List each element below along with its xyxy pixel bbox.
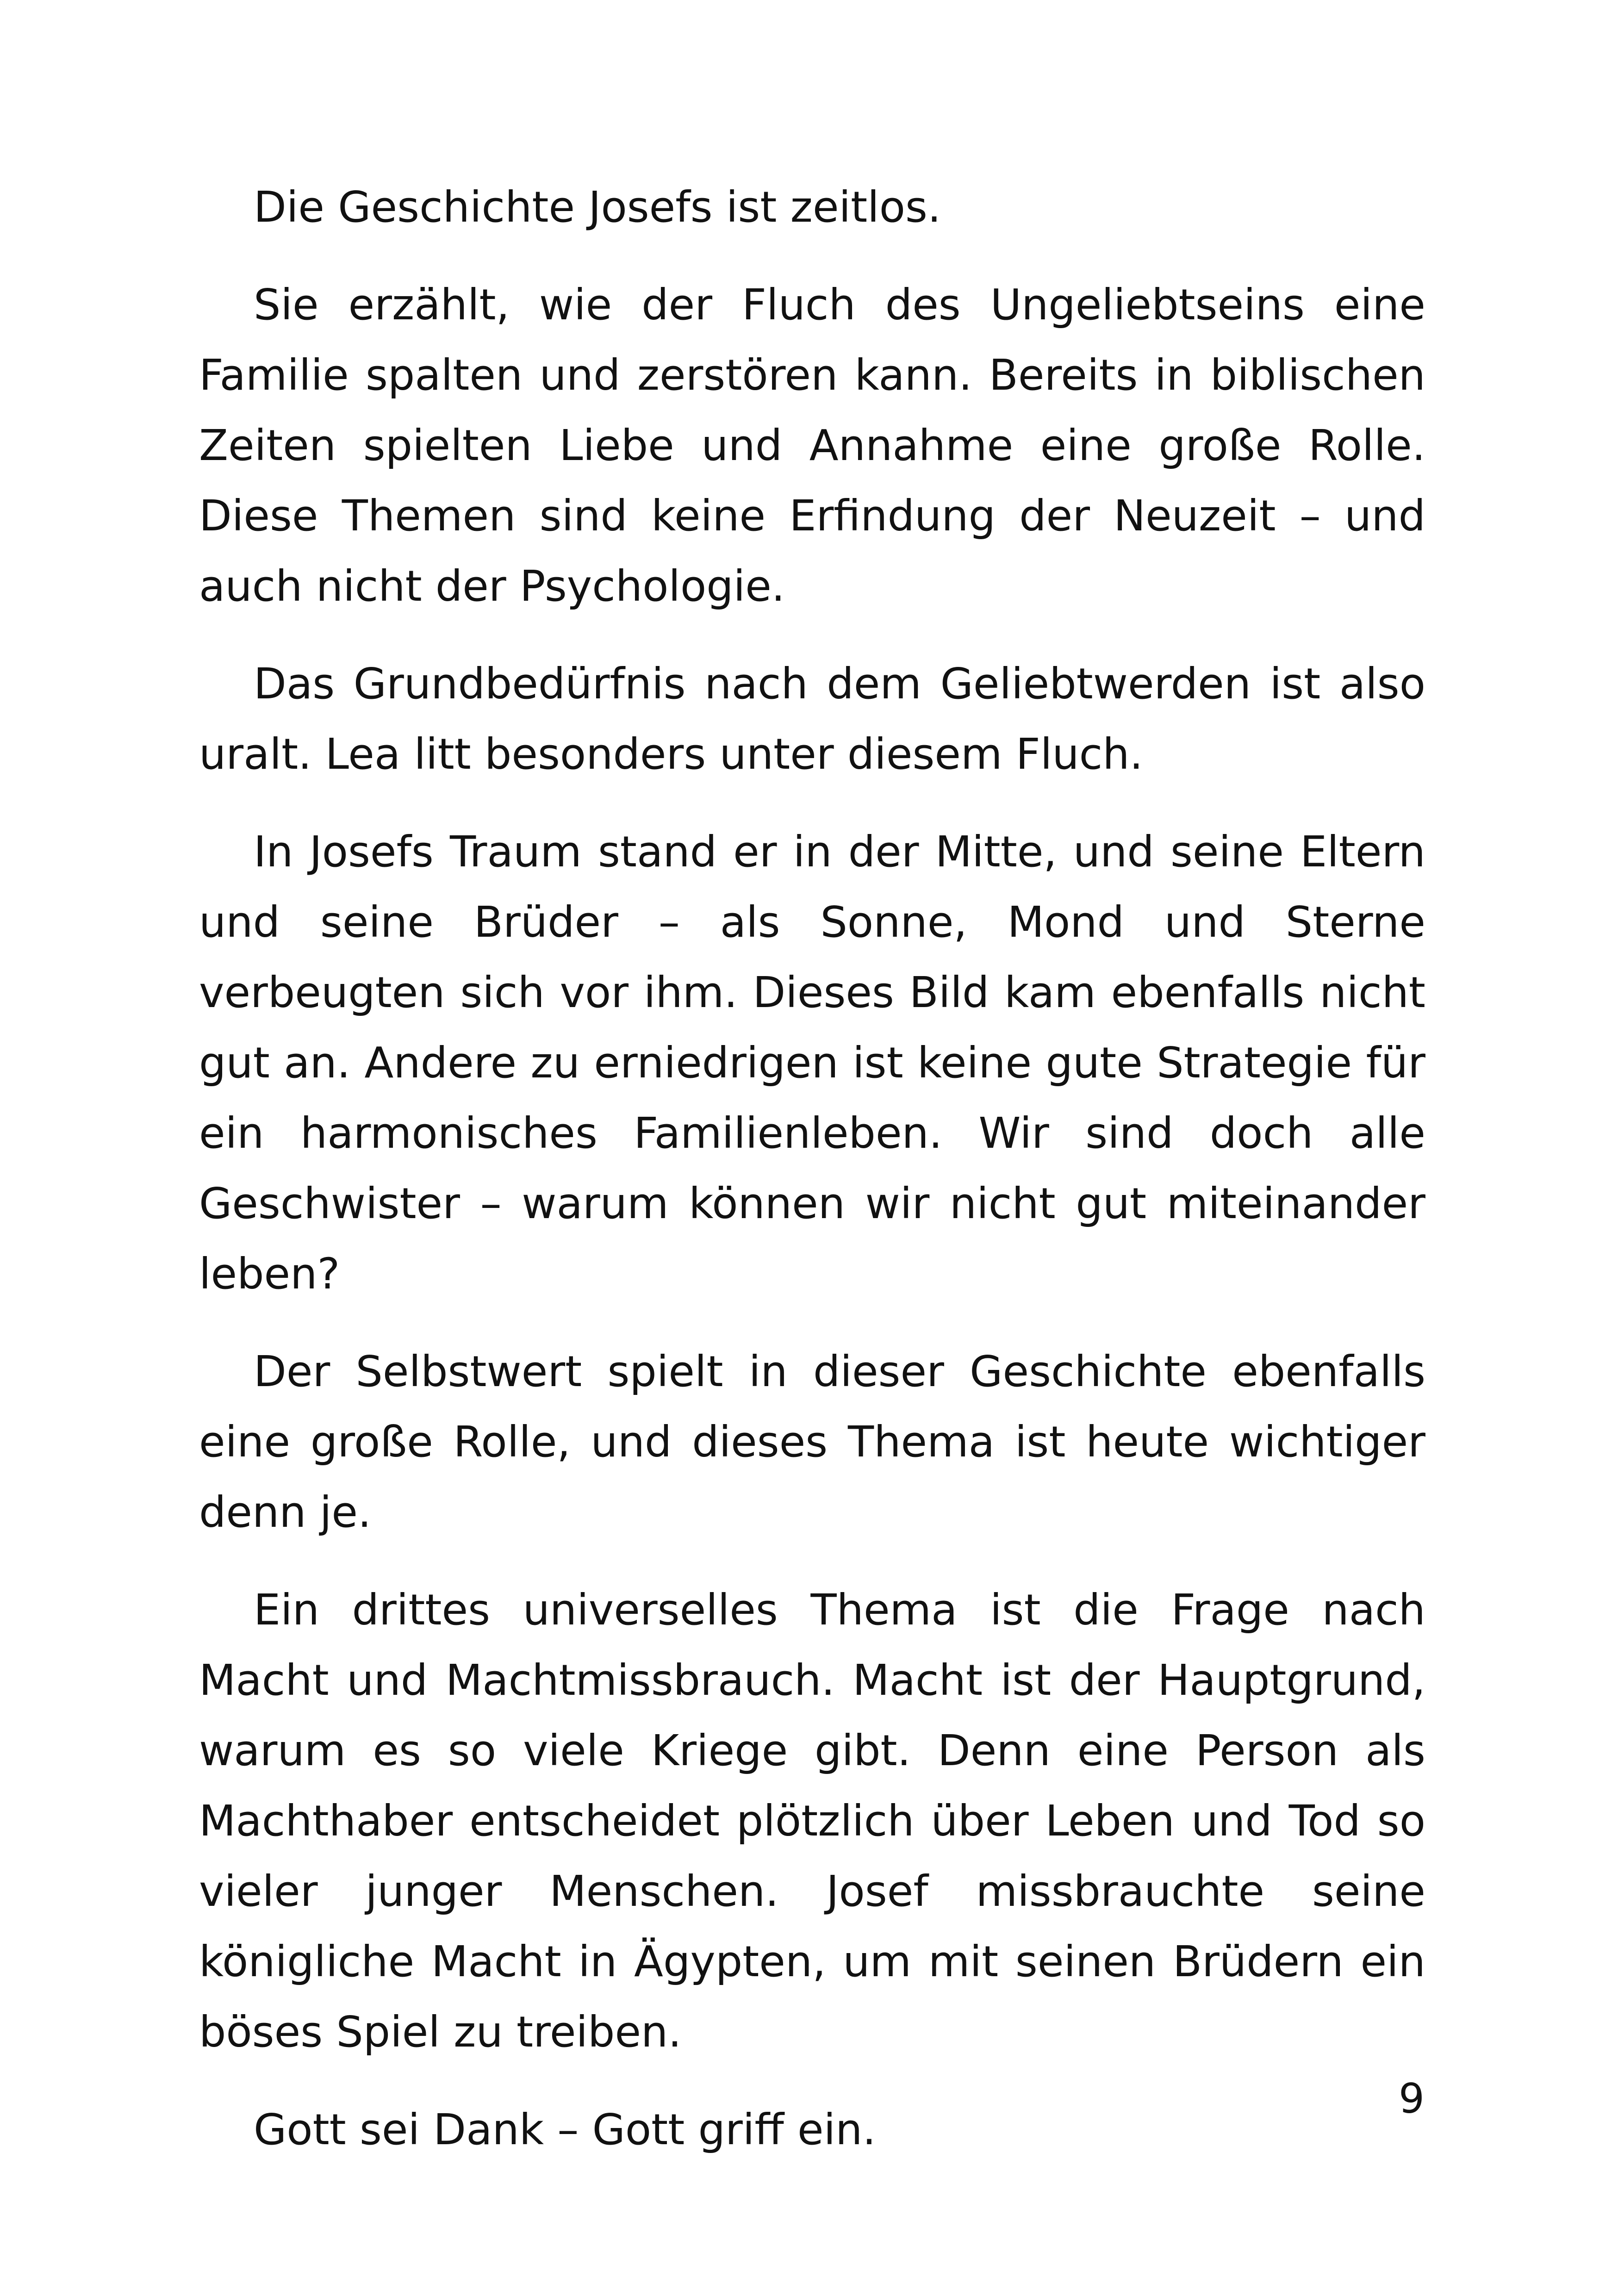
paragraph: Sie erzählt, wie der Fluch des Ungeliebtseins eine Familie spalten und zerstören kann. Bereits in biblischen Zeiten spielten Liebe und Annahme eine große Rolle. Diese Themen sind keine Erfindung der Neuzeit – und auch nicht der Psychologie. xyxy=(199,280,1425,611)
paragraph: Das Grundbedürfnis nach dem Geliebtwerden ist also uralt. Lea litt besonders unter diesem Fluch. xyxy=(199,659,1425,779)
paragraph: Gott sei Dank – Gott griff ein. xyxy=(254,2105,876,2154)
paragraph: Die Geschichte Josefs ist zeitlos. xyxy=(254,182,941,232)
paragraph: Ein drittes universelles Thema ist die Frage nach Macht und Machtmissbrauch. Macht ist der Hauptgrund, warum es so viele Kriege gibt. Denn eine Person als Machthaber entscheidet plötzlich über Leben und Tod so vieler junger Menschen. Josef missbrauchte seine königliche Macht in Ägypten, um mit seinen Brüdern ein böses Spiel zu treiben. xyxy=(199,1585,1425,2057)
body-text xyxy=(199,172,1425,2165)
paragraph: Der Selbstwert spielt in dieser Geschichte ebenfalls eine große Rolle, und dieses Thema ist heute wichtiger denn je. xyxy=(199,1347,1425,1537)
page-number: 9 xyxy=(1399,2075,1425,2122)
paragraph: In Josefs Traum stand er in der Mitte, und seine Eltern und seine Brüder – als Sonne, Mond und Sterne verbeugten sich vor ihm. Dieses Bild kam ebenfalls nicht gut an. Andere zu erniedrigen ist keine gute Strategie für ein harmonisches Familienleben. Wir sind doch alle Geschwister – warum können wir nicht gut miteinander leben? xyxy=(199,827,1425,1299)
